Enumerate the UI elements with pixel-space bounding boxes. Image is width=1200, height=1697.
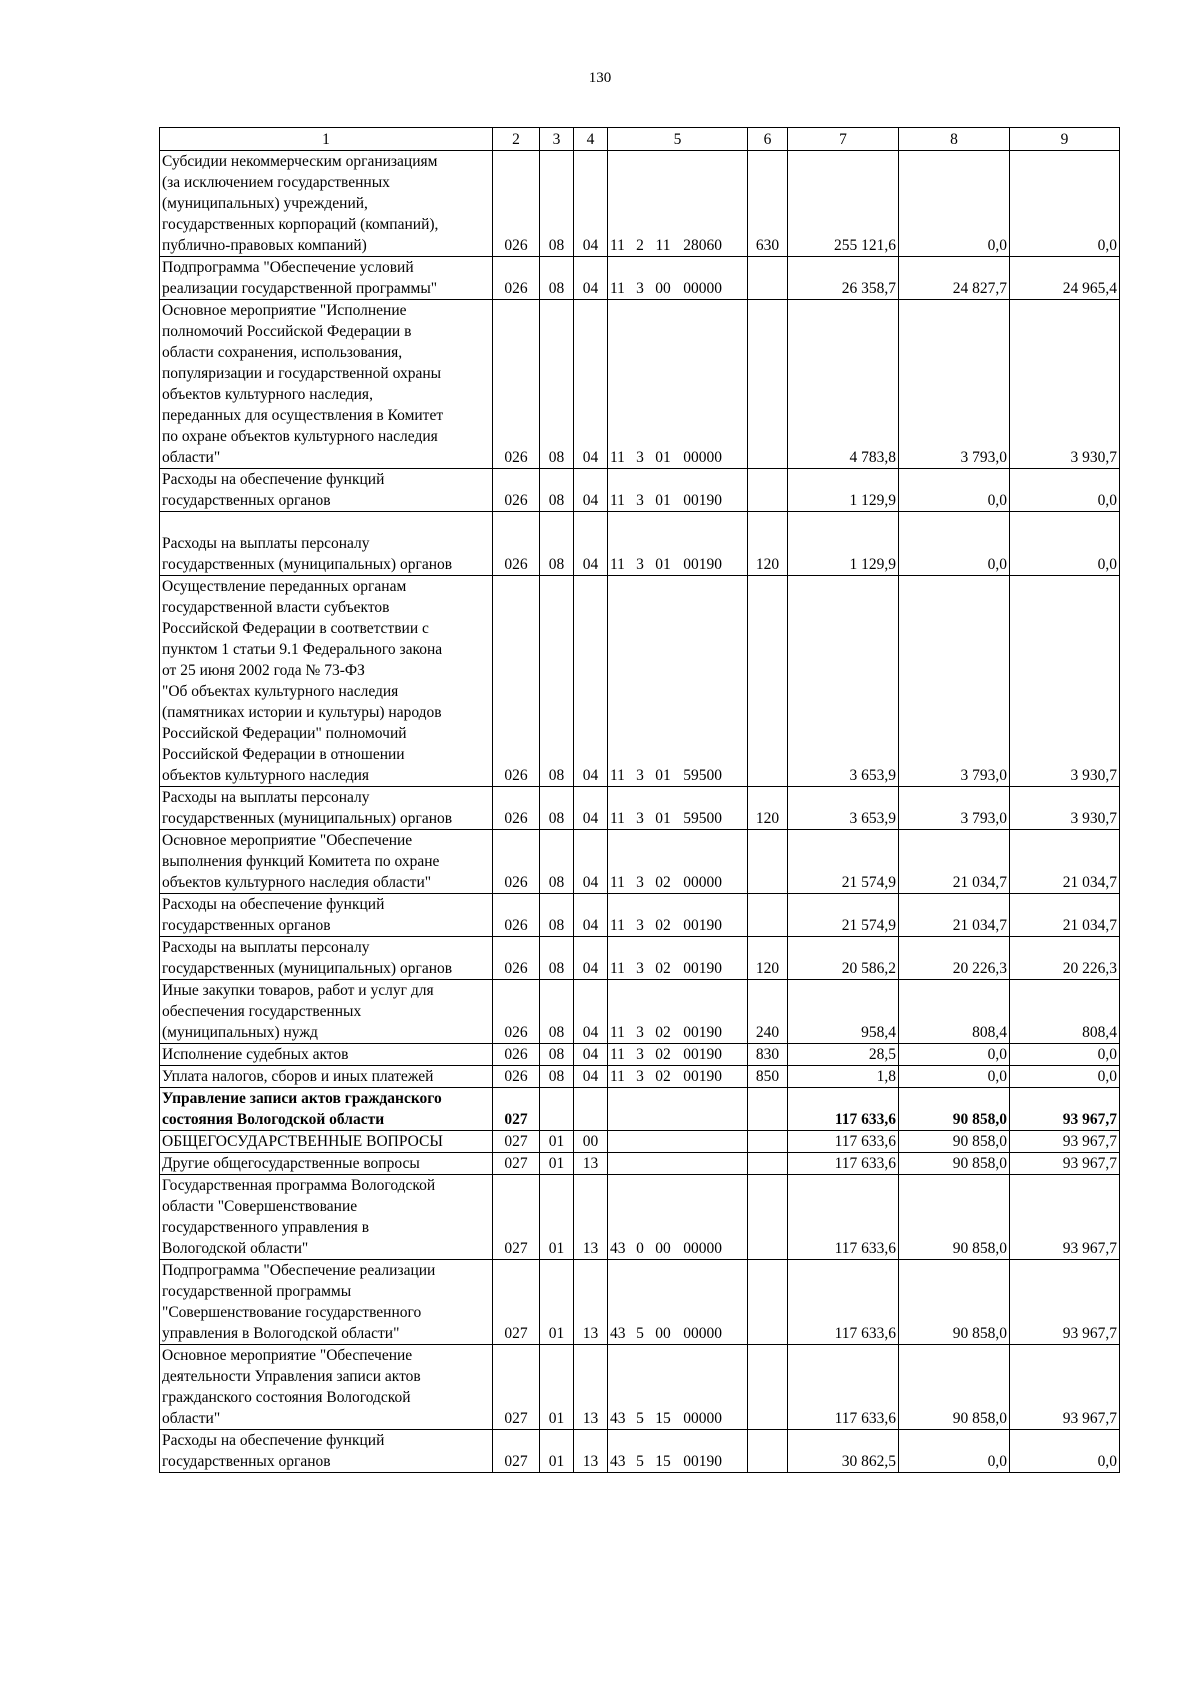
cell-target-article	[608, 980, 748, 1044]
cell-subsection: 04	[574, 937, 608, 980]
cell-target-article	[608, 830, 748, 894]
cell-amount-col9: 0,0	[1010, 1066, 1120, 1088]
cell-amount-col9: 3 930,7	[1010, 787, 1120, 830]
row-name: Управление записи актов гражданского состояния Вологодской области	[160, 1088, 493, 1131]
target-article-part: 00000	[683, 1325, 722, 1342]
cell-section: 08	[540, 1044, 574, 1066]
header-cell: 4	[574, 128, 608, 151]
target-article-part: 59500	[683, 810, 722, 827]
cell-expense-type	[748, 1430, 788, 1473]
cell-admin-code: 026	[493, 512, 540, 576]
row-name: Подпрограмма "Обеспечение реализации государственной программы "Совершенствование государственного управления в Вологодской области"	[160, 1260, 493, 1345]
cell-section: 01	[540, 1260, 574, 1345]
table-row	[160, 894, 1120, 937]
cell-section: 08	[540, 151, 574, 257]
header-cell: 3	[540, 128, 574, 151]
target-article-part: 43	[610, 1410, 626, 1427]
target-article-part: 2	[636, 237, 644, 254]
row-name: Уплата налогов, сборов и иных платежей	[160, 1066, 493, 1088]
cell-amount-col9: 21 034,7	[1010, 894, 1120, 937]
target-article-part: 00	[655, 280, 671, 297]
cell-amount-col8: 0,0	[899, 151, 1010, 257]
target-article-part: 5	[636, 1325, 644, 1342]
cell-amount-col7: 117 633,6	[788, 1153, 899, 1175]
target-article-part: 3	[636, 1024, 644, 1041]
row-name: Расходы на обеспечение функций государственных органов	[160, 894, 493, 937]
cell-admin-code: 027	[493, 1175, 540, 1260]
cell-subsection: 04	[574, 512, 608, 576]
cell-subsection: 04	[574, 1044, 608, 1066]
cell-amount-col7: 26 358,7	[788, 257, 899, 300]
page-number: 130	[588, 70, 612, 86]
cell-amount-col9: 0,0	[1010, 512, 1120, 576]
cell-amount-col7: 117 633,6	[788, 1131, 899, 1153]
cell-target-article	[608, 512, 748, 576]
cell-target-article	[608, 257, 748, 300]
cell-amount-col9: 3 930,7	[1010, 576, 1120, 787]
table-row	[160, 257, 1120, 300]
cell-amount-col8: 90 858,0	[899, 1260, 1010, 1345]
cell-amount-col9: 21 034,7	[1010, 830, 1120, 894]
cell-amount-col7: 28,5	[788, 1044, 899, 1066]
target-article-part: 11	[610, 556, 625, 573]
target-article-part: 15	[655, 1453, 671, 1470]
cell-subsection: 13	[574, 1430, 608, 1473]
budget-table	[159, 127, 1120, 1473]
cell-subsection: 00	[574, 1131, 608, 1153]
target-article-part: 01	[655, 449, 671, 466]
table-row	[160, 300, 1120, 469]
target-article-part: 3	[636, 810, 644, 827]
cell-admin-code: 026	[493, 894, 540, 937]
cell-amount-col9: 93 967,7	[1010, 1153, 1120, 1175]
cell-amount-col9: 93 967,7	[1010, 1131, 1120, 1153]
cell-section: 08	[540, 576, 574, 787]
cell-amount-col9: 93 967,7	[1010, 1175, 1120, 1260]
target-article-part: 00190	[683, 960, 722, 977]
target-article-part: 11	[610, 810, 625, 827]
cell-expense-type	[748, 1175, 788, 1260]
cell-expense-type	[748, 1153, 788, 1175]
target-article-part: 11	[610, 1068, 625, 1085]
cell-subsection: 04	[574, 257, 608, 300]
target-article-part: 59500	[683, 767, 722, 784]
cell-amount-col9: 93 967,7	[1010, 1345, 1120, 1430]
table-row	[160, 1175, 1120, 1260]
target-article-part: 01	[655, 810, 671, 827]
target-article-part: 43	[610, 1453, 626, 1470]
cell-admin-code: 026	[493, 576, 540, 787]
row-name: Расходы на выплаты персоналу государственных (муниципальных) органов	[160, 937, 493, 980]
cell-amount-col7: 21 574,9	[788, 830, 899, 894]
cell-section: 01	[540, 1430, 574, 1473]
cell-section: 08	[540, 257, 574, 300]
cell-subsection: 04	[574, 1066, 608, 1088]
cell-expense-type: 830	[748, 1044, 788, 1066]
cell-section: 08	[540, 300, 574, 469]
target-article-part: 3	[636, 1068, 644, 1085]
table-row	[160, 787, 1120, 830]
cell-amount-col7: 30 862,5	[788, 1430, 899, 1473]
row-name: Исполнение судебных актов	[160, 1044, 493, 1066]
target-article-part: 3	[636, 1046, 644, 1063]
cell-amount-col8: 808,4	[899, 980, 1010, 1044]
cell-expense-type: 120	[748, 937, 788, 980]
cell-amount-col9: 0,0	[1010, 469, 1120, 512]
target-article-part: 3	[636, 449, 644, 466]
cell-section: 08	[540, 469, 574, 512]
cell-amount-col8: 90 858,0	[899, 1131, 1010, 1153]
target-article-part: 00000	[683, 449, 722, 466]
cell-section	[540, 1088, 574, 1131]
header-cell: 1	[160, 128, 493, 151]
target-article-part: 02	[655, 1024, 671, 1041]
cell-subsection: 13	[574, 1345, 608, 1430]
cell-amount-col7: 117 633,6	[788, 1175, 899, 1260]
cell-amount-col9: 20 226,3	[1010, 937, 1120, 980]
cell-expense-type	[748, 1131, 788, 1153]
cell-amount-col8: 0,0	[899, 1430, 1010, 1473]
table-row	[160, 1044, 1120, 1066]
target-article-part: 02	[655, 874, 671, 891]
cell-amount-col8: 3 793,0	[899, 576, 1010, 787]
cell-admin-code: 026	[493, 937, 540, 980]
row-name: Расходы на выплаты персоналу государственных (муниципальных) органов	[160, 787, 493, 830]
cell-admin-code: 026	[493, 151, 540, 257]
cell-amount-col9: 0,0	[1010, 1430, 1120, 1473]
table-row	[160, 512, 1120, 576]
table-row	[160, 151, 1120, 257]
cell-amount-col7: 20 586,2	[788, 937, 899, 980]
cell-admin-code: 026	[493, 300, 540, 469]
cell-section: 01	[540, 1131, 574, 1153]
cell-admin-code: 026	[493, 1066, 540, 1088]
target-article-part: 11	[610, 237, 625, 254]
table-row	[160, 1430, 1120, 1473]
cell-expense-type	[748, 300, 788, 469]
cell-target-article	[608, 894, 748, 937]
cell-section: 08	[540, 830, 574, 894]
target-article-part: 11	[610, 917, 625, 934]
cell-amount-col9: 93 967,7	[1010, 1260, 1120, 1345]
cell-target-article	[608, 1430, 748, 1473]
target-article-part: 00190	[683, 917, 722, 934]
cell-section: 08	[540, 937, 574, 980]
row-name: Осуществление переданных органам государственной власти субъектов Российской Федерации в соответствии с пунктом 1 статьи 9.1 Федерального закона от 25 июня 2002 года № 73-ФЗ "Об объектах культурного наследия (памятниках истории и культуры) народов Российской Федерации" полномочий Российской Федерации в отношении объектов культурного наследия	[160, 576, 493, 787]
row-name: Расходы на выплаты персоналу государственных (муниципальных) органов	[160, 512, 493, 576]
cell-target-article	[608, 1131, 748, 1153]
cell-amount-col7: 117 633,6	[788, 1260, 899, 1345]
target-article-part: 00	[655, 1325, 671, 1342]
cell-target-article	[608, 1260, 748, 1345]
cell-subsection: 13	[574, 1175, 608, 1260]
target-article-part: 43	[610, 1325, 626, 1342]
cell-section: 01	[540, 1345, 574, 1430]
row-name: Другие общегосударственные вопросы	[160, 1153, 493, 1175]
cell-amount-col9: 24 965,4	[1010, 257, 1120, 300]
cell-admin-code: 027	[493, 1260, 540, 1345]
cell-expense-type: 120	[748, 787, 788, 830]
table-body	[160, 151, 1120, 1473]
target-article-part: 11	[610, 767, 625, 784]
target-article-part: 01	[655, 767, 671, 784]
cell-admin-code: 027	[493, 1153, 540, 1175]
cell-admin-code: 026	[493, 469, 540, 512]
table-row	[160, 1088, 1120, 1131]
cell-amount-col8: 3 793,0	[899, 787, 1010, 830]
cell-expense-type	[748, 469, 788, 512]
cell-admin-code: 027	[493, 1088, 540, 1131]
table-row	[160, 1131, 1120, 1153]
row-name: Подпрограмма "Обеспечение условий реализации государственной программы"	[160, 257, 493, 300]
cell-expense-type	[748, 576, 788, 787]
row-name: Государственная программа Вологодской области "Совершенствование государственного управления в Вологодской области"	[160, 1175, 493, 1260]
header-cell: 8	[899, 128, 1010, 151]
cell-admin-code: 026	[493, 1044, 540, 1066]
target-article-part: 0	[636, 1240, 644, 1257]
target-article-part: 3	[636, 767, 644, 784]
cell-subsection: 13	[574, 1153, 608, 1175]
target-article-part: 15	[655, 1410, 671, 1427]
target-article-part: 01	[655, 492, 671, 509]
cell-amount-col7: 4 783,8	[788, 300, 899, 469]
target-article-part: 00190	[683, 1453, 722, 1470]
target-article-part: 00190	[683, 1068, 722, 1085]
cell-amount-col8: 24 827,7	[899, 257, 1010, 300]
cell-expense-type: 630	[748, 151, 788, 257]
row-name: Расходы на обеспечение функций государственных органов	[160, 469, 493, 512]
cell-amount-col8: 20 226,3	[899, 937, 1010, 980]
cell-amount-col8: 0,0	[899, 1044, 1010, 1066]
table-row	[160, 980, 1120, 1044]
target-article-part: 11	[610, 449, 625, 466]
table-row	[160, 576, 1120, 787]
cell-amount-col7: 117 633,6	[788, 1088, 899, 1131]
cell-admin-code: 027	[493, 1345, 540, 1430]
cell-amount-col8: 0,0	[899, 1066, 1010, 1088]
target-article-part: 02	[655, 960, 671, 977]
cell-target-article	[608, 937, 748, 980]
cell-expense-type	[748, 894, 788, 937]
target-article-part: 43	[610, 1240, 626, 1257]
target-article-part: 3	[636, 960, 644, 977]
target-article-part: 3	[636, 556, 644, 573]
cell-admin-code: 026	[493, 787, 540, 830]
cell-amount-col7: 21 574,9	[788, 894, 899, 937]
cell-expense-type: 240	[748, 980, 788, 1044]
cell-amount-col7: 3 653,9	[788, 576, 899, 787]
cell-amount-col8: 0,0	[899, 512, 1010, 576]
cell-target-article	[608, 1345, 748, 1430]
cell-amount-col7: 1 129,9	[788, 469, 899, 512]
cell-target-article	[608, 300, 748, 469]
cell-subsection: 04	[574, 300, 608, 469]
header-cell: 2	[493, 128, 540, 151]
cell-amount-col7: 3 653,9	[788, 787, 899, 830]
target-article-part: 11	[610, 280, 625, 297]
cell-admin-code: 026	[493, 830, 540, 894]
cell-expense-type	[748, 830, 788, 894]
cell-amount-col8: 90 858,0	[899, 1345, 1010, 1430]
cell-amount-col7: 958,4	[788, 980, 899, 1044]
cell-target-article	[608, 1044, 748, 1066]
cell-section: 01	[540, 1175, 574, 1260]
target-article-part: 00000	[683, 280, 722, 297]
cell-target-article	[608, 469, 748, 512]
target-article-part: 11	[610, 1024, 625, 1041]
row-name: ОБЩЕГОСУДАРСТВЕННЫЕ ВОПРОСЫ	[160, 1131, 493, 1153]
cell-subsection: 13	[574, 1260, 608, 1345]
cell-amount-col8: 3 793,0	[899, 300, 1010, 469]
cell-amount-col8: 0,0	[899, 469, 1010, 512]
cell-section: 08	[540, 894, 574, 937]
row-name: Субсидии некоммерческим организациям (за исключением государственных (муниципальных) учреждений, государственных корпораций (компаний), публично-правовых компаний)	[160, 151, 493, 257]
target-article-part: 11	[610, 874, 625, 891]
target-article-part: 00190	[683, 1046, 722, 1063]
cell-amount-col8: 90 858,0	[899, 1088, 1010, 1131]
target-article-part: 5	[636, 1410, 644, 1427]
row-name: Основное мероприятие "Обеспечение выполнения функций Комитета по охране объектов культурного наследия области"	[160, 830, 493, 894]
cell-amount-col9: 3 930,7	[1010, 300, 1120, 469]
cell-expense-type	[748, 257, 788, 300]
header-cell: 6	[748, 128, 788, 151]
target-article-part: 3	[636, 280, 644, 297]
table-row	[160, 1260, 1120, 1345]
row-name: Основное мероприятие "Исполнение полномочий Российской Федерации в области сохранения, использования, популяризации и государственной охраны объектов культурного наследия, переданных для осуществления в Комитет по охране объектов культурного наследия области"	[160, 300, 493, 469]
target-article-part: 00190	[683, 492, 722, 509]
target-article-part: 28060	[683, 237, 722, 254]
cell-section: 08	[540, 980, 574, 1044]
table-row	[160, 937, 1120, 980]
cell-target-article	[608, 787, 748, 830]
cell-section: 08	[540, 787, 574, 830]
cell-subsection: 04	[574, 151, 608, 257]
target-article-part: 5	[636, 1453, 644, 1470]
target-article-part: 11	[610, 960, 625, 977]
cell-admin-code: 026	[493, 257, 540, 300]
cell-subsection: 04	[574, 830, 608, 894]
cell-expense-type	[748, 1088, 788, 1131]
table-row	[160, 469, 1120, 512]
cell-admin-code: 027	[493, 1131, 540, 1153]
target-article-part: 02	[655, 1068, 671, 1085]
target-article-part: 02	[655, 917, 671, 934]
target-article-part: 11	[655, 237, 671, 254]
table-row	[160, 1066, 1120, 1088]
target-article-part: 00000	[683, 874, 722, 891]
cell-admin-code: 026	[493, 980, 540, 1044]
cell-amount-col7: 255 121,6	[788, 151, 899, 257]
target-article-part: 3	[636, 492, 644, 509]
table-row	[160, 1345, 1120, 1430]
cell-expense-type: 850	[748, 1066, 788, 1088]
cell-amount-col8: 21 034,7	[899, 894, 1010, 937]
cell-section: 01	[540, 1153, 574, 1175]
cell-amount-col7: 1,8	[788, 1066, 899, 1088]
cell-admin-code: 027	[493, 1430, 540, 1473]
cell-target-article	[608, 1066, 748, 1088]
row-name: Расходы на обеспечение функций государственных органов	[160, 1430, 493, 1473]
target-article-part: 00000	[683, 1240, 722, 1257]
header-cell: 7	[788, 128, 899, 151]
cell-expense-type	[748, 1260, 788, 1345]
cell-target-article	[608, 576, 748, 787]
cell-target-article	[608, 151, 748, 257]
cell-amount-col9: 0,0	[1010, 1044, 1120, 1066]
target-article-part: 3	[636, 874, 644, 891]
cell-expense-type	[748, 1345, 788, 1430]
header-cell: 9	[1010, 128, 1120, 151]
row-name: Иные закупки товаров, работ и услуг для обеспечения государственных (муниципальных) нужд	[160, 980, 493, 1044]
cell-expense-type: 120	[748, 512, 788, 576]
cell-amount-col7: 117 633,6	[788, 1345, 899, 1430]
cell-amount-col8: 90 858,0	[899, 1153, 1010, 1175]
target-article-part: 00190	[683, 556, 722, 573]
cell-subsection: 04	[574, 894, 608, 937]
cell-subsection: 04	[574, 576, 608, 787]
cell-subsection: 04	[574, 469, 608, 512]
target-article-part: 00	[655, 1240, 671, 1257]
cell-subsection	[574, 1088, 608, 1131]
cell-subsection: 04	[574, 980, 608, 1044]
cell-subsection: 04	[574, 787, 608, 830]
cell-target-article	[608, 1153, 748, 1175]
cell-amount-col8: 90 858,0	[899, 1175, 1010, 1260]
header-row	[160, 128, 1120, 151]
header-cell: 5	[608, 128, 748, 151]
row-name: Основное мероприятие "Обеспечение деятельности Управления записи актов гражданского состояния Вологодской области"	[160, 1345, 493, 1430]
target-article-part: 00190	[683, 1024, 722, 1041]
cell-amount-col9: 808,4	[1010, 980, 1120, 1044]
target-article-part: 11	[610, 492, 625, 509]
cell-amount-col9: 0,0	[1010, 151, 1120, 257]
target-article-part: 00000	[683, 1410, 722, 1427]
cell-amount-col7: 1 129,9	[788, 512, 899, 576]
table-row	[160, 1153, 1120, 1175]
cell-amount-col9: 93 967,7	[1010, 1088, 1120, 1131]
cell-amount-col8: 21 034,7	[899, 830, 1010, 894]
target-article-part: 3	[636, 917, 644, 934]
cell-section: 08	[540, 512, 574, 576]
cell-target-article	[608, 1088, 748, 1131]
target-article-part: 02	[655, 1046, 671, 1063]
cell-section: 08	[540, 1066, 574, 1088]
target-article-part: 11	[610, 1046, 625, 1063]
cell-target-article	[608, 1175, 748, 1260]
target-article-part: 01	[655, 556, 671, 573]
table-row	[160, 830, 1120, 894]
